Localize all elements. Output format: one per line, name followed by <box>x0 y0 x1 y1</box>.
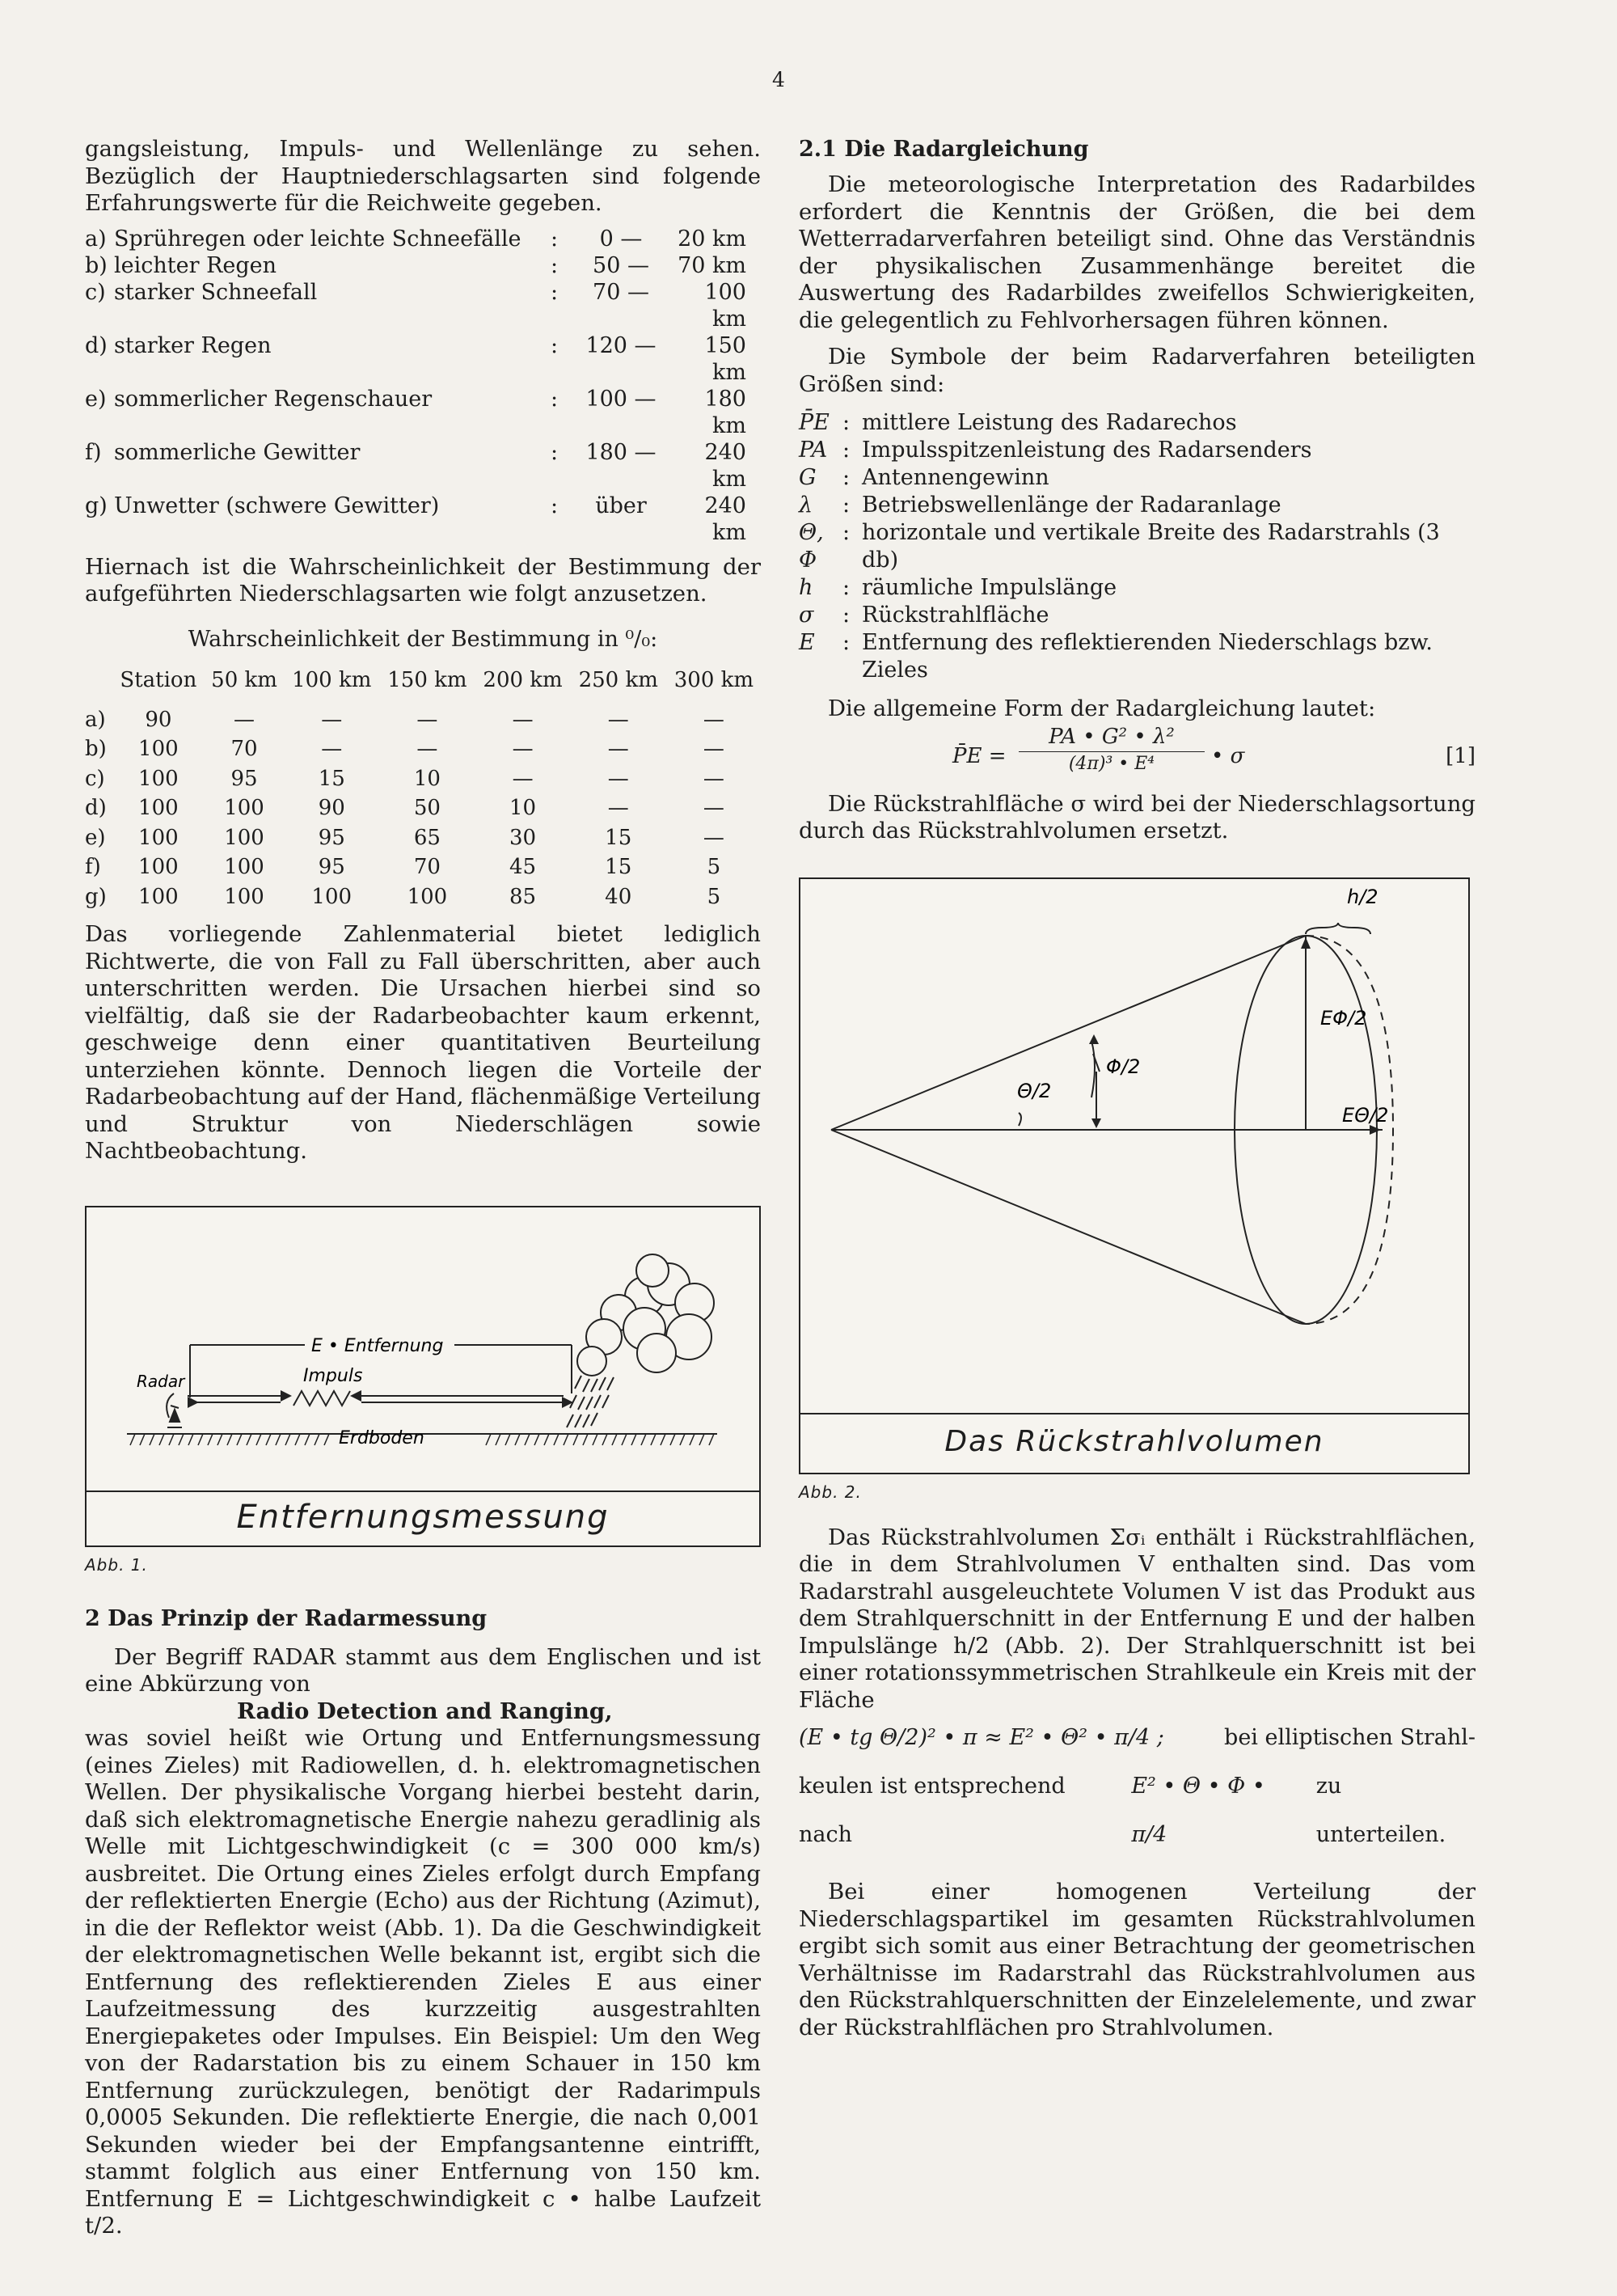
table-cell: 100 <box>224 884 264 909</box>
reach-from: über <box>595 493 647 518</box>
symbol-item <box>799 629 1476 684</box>
table-cell: 85 <box>509 884 537 909</box>
right-column <box>799 136 1476 2041</box>
table-cell: — <box>703 825 724 850</box>
symbol-item <box>799 437 1476 464</box>
symbol-sep: : <box>842 410 851 435</box>
figure-distance-measurement <box>85 1206 761 1547</box>
symbol-sym: λ <box>799 493 813 518</box>
formula-circle-tail: bei elliptischen Strahl- <box>1224 1725 1476 1750</box>
section-2-heading: 2 Das Prinzip der Radarmessung <box>85 1605 488 1631</box>
symbol-item <box>799 464 1476 492</box>
impulse-label: Impuls <box>303 1365 363 1386</box>
equation-numerator: PA • G² • λ² <box>1049 724 1175 749</box>
reach-to: 150 km <box>704 332 746 385</box>
table-cell: 95 <box>318 855 345 880</box>
symbol-desc: Betriebswellenlänge der Radaranlage <box>862 493 1281 518</box>
reach-k: b) <box>85 252 108 278</box>
symbol-sym: h <box>799 575 813 600</box>
table-cell: 100 <box>224 796 264 821</box>
prob-header: 50 km <box>211 667 277 692</box>
symbol-sym: PA <box>799 438 828 463</box>
table-cell: 100 <box>138 884 179 909</box>
page-number: 4 <box>772 68 785 91</box>
table-row <box>78 764 762 794</box>
table-cell: 100 <box>138 796 179 821</box>
table-cell: 100 <box>224 855 264 880</box>
volume-paragraph: Das Rückstrahlvolumen Σσᵢ enthält i Rückstrahlflächen, die in dem Strahlvolumen V enthalten sind. Das vom Radarstrahl ausgeleuchtete Volumen V ist das Produkt aus dem Strahlquerschnitt in der Entfernung E und der halben Impulslänge h/2 (Abb. 2). Der Strahlquerschnitt ist bei einer rotationssymmetrischen Strahlkeule ein Kreis mit der Fläche <box>799 1524 1476 1713</box>
reach-label: starker Schneefall <box>114 279 318 305</box>
reach-k: a) <box>85 226 107 252</box>
table-cell: 100 <box>138 825 179 850</box>
table-cell: g) <box>85 884 107 909</box>
radargleichung-paragraph-2: Die Symbole der beim Radarverfahren beteiligten Größen sind: <box>799 344 1476 397</box>
figure-2-caption: Das Rückstrahlvolumen <box>800 1413 1468 1471</box>
rain-icon <box>567 1376 614 1427</box>
table-cell: 65 <box>413 825 441 850</box>
symbol-sym: G <box>799 465 817 490</box>
reach-k: e) <box>85 386 107 412</box>
symbol-desc: mittlere Leistung des Radarechos <box>862 410 1237 435</box>
table-cell: 15 <box>318 766 345 791</box>
table-cell: — <box>703 766 724 791</box>
table-cell: 5 <box>707 855 721 880</box>
figure-1-drawing <box>87 1207 759 1490</box>
symbol-sep: : <box>842 438 851 463</box>
symbol-item <box>799 519 1476 574</box>
probability-table-title: Wahrscheinlichkeit der Bestimmung in ⁰/₀: <box>188 626 658 652</box>
symbol-item <box>799 409 1476 437</box>
cloud-icon <box>577 1254 714 1376</box>
ground-label: Erdboden <box>339 1427 424 1448</box>
table-cell: f) <box>85 855 101 880</box>
prob-header: 150 km <box>387 667 467 692</box>
table-cell: — <box>703 796 724 821</box>
table-cell: e) <box>85 825 106 850</box>
table-cell: 100 <box>138 737 179 762</box>
reach-sep: : <box>551 252 559 278</box>
reach-to: 100 km <box>704 279 746 332</box>
table-cell: — <box>234 707 255 732</box>
reach-sep: : <box>551 332 559 358</box>
reach-item <box>85 386 761 439</box>
formula-circle <box>799 1714 1476 1762</box>
reach-label: leichter Regen <box>114 252 277 278</box>
table-cell: 10 <box>413 766 441 791</box>
reach-item <box>85 493 761 546</box>
formula-ellipse-pre: keulen ist entsprechend nach <box>799 1774 1066 1847</box>
table-cell: 40 <box>605 884 632 909</box>
symbol-sym: E <box>799 630 815 655</box>
reach-from: 50 — <box>593 252 649 278</box>
equation-number: [1] <box>1446 743 1476 768</box>
after-reach-paragraph: Hiernach ist die Wahrscheinlichkeit der Bestimmung der aufgeführten Niederschlagsarten wie folgt anzusetzen. <box>85 553 761 607</box>
table-cell: — <box>416 737 438 762</box>
table-cell: 95 <box>318 825 345 850</box>
section-2-paragraph-b: was soviel heißt wie Ortung und Entfernungsmessung (eines Zieles) mit Radiowellen, d. h. elektromagnetischen Wellen. Der physikalische Vorgang hierbei besteht darin, daß sich elektromagnetische Energie nahezu geradlinig als Welle mit Lichtgeschwindigkeit (c = 300 000 km/s) ausbreitet. Die Ortung eines Zieles erfolgt durch Empfang der reflektierten Energie (Echo) aus der Richtung (Azimut), in die der Reflektor weist (Abb. 1). Da die Geschwindigkeit der elektromagnetischen Welle bekannt ist, ergibt sich die Entfernung des reflektierenden Zieles E aus einer Laufzeitmessung des kurzzeitig ausgestrahlten Energiepaketes oder Impulses. Ein Beispiel: Um den Weg von der Radarstation bis zu einem Schauer in 150 km Entfernung zurückzulegen, benötigt der Radarimpuls 0,0005 Sekunden. Die reflektierte Energie, die nach 0,001 Sekunden wieder bei der Empfangsantenne eintrifft, stammt folglich aus einer Entfernung von 150 km. Entfernung E = Lichtgeschwindigkeit c • halbe Laufzeit t/2. <box>85 1725 761 2239</box>
table-cell: — <box>512 707 534 732</box>
table-cell: — <box>607 707 629 732</box>
reach-label: Sprühregen oder leichte Schneefälle <box>114 226 521 252</box>
table-cell: 100 <box>407 884 448 909</box>
reach-k: d) <box>85 332 108 358</box>
reach-sep: : <box>551 226 559 252</box>
probability-table <box>78 666 762 912</box>
homogeneous-paragraph: Bei einer homogenen Verteilung der Niederschlagspartikel im gesamten Rückstrahlvolumen ergibt sich somit aus einer Betrachtung der geometrischen Verhältnisse im Radarstrahl das Rückstrahlvolumen aus den Rückstrahlquerschnitten der Einzelelemente, und zwar der Rückstrahlflächen pro Strahlvolumen. <box>799 1879 1476 2040</box>
prob-header: 200 km <box>483 667 563 692</box>
richtwerte-paragraph: Das vorliegende Zahlenmaterial bietet lediglich Richtwerte, die von Fall zu Fall überschritten, aber auch unterschritten werden. Die Ursachen hierbei sind so vielfältig, daß sie der Radarbeobachter kaum erkennt, geschweige denn einer quantitativen Beurteilung unterziehen könnte. Dennoch liegen die Vorteile der Radarbeobachtung auf der Hand, flächenmäßige Verteilung und Struktur von Niederschlägen sowie Nachtbeobachtung. <box>85 921 761 1164</box>
symbol-item <box>799 602 1476 629</box>
table-cell: 70 <box>230 737 258 762</box>
symbol-sep: : <box>842 603 851 628</box>
table-cell: d) <box>85 796 107 821</box>
reach-label: Unwetter (schwere Gewitter) <box>114 493 440 518</box>
reach-from: 100 — <box>585 386 657 412</box>
reach-to: 240 km <box>704 493 746 545</box>
table-cell: c) <box>85 766 105 791</box>
table-cell: — <box>703 707 724 732</box>
reach-item <box>85 226 761 252</box>
reach-from: 0 — <box>599 226 643 252</box>
symbol-item <box>799 574 1476 602</box>
reach-item <box>85 439 761 493</box>
equation-tail: • σ <box>1211 743 1245 768</box>
figure-1-caption: Entfernungsmessung <box>87 1490 759 1544</box>
label-phi-half: Φ/2 <box>1106 1055 1141 1078</box>
reach-item <box>85 252 761 279</box>
radargleichung-paragraph-1: Die meteorologische Interpretation des Radarbildes erfordert die Kenntnis der Größen, die bei dem Wetterradarverfahren beteiligt sind. Ohne das Verständnis der physikalischen Zusammenhänge bereitet die Auswertung des Radarbildes zweifellos Schwierigkeiten, die gelegentlich zu Fehlvorhersagen führen können. <box>799 171 1476 333</box>
figure-2-drawing <box>800 879 1468 1413</box>
reach-item <box>85 279 761 332</box>
symbol-sep: : <box>842 465 851 490</box>
reach-from: 70 — <box>593 279 649 305</box>
table-cell: 100 <box>138 766 179 791</box>
intro-paragraph: gangsleistung, Impuls- und Wellenlänge zu sehen. Bezüglich der Hauptniederschlagsarten sind folgende Erfahrungswerte für die Reichweite gegeben. <box>85 136 761 216</box>
reach-to: 20 km <box>678 226 746 252</box>
reach-label: sommerliche Gewitter <box>114 439 361 465</box>
table-cell: 5 <box>707 884 721 909</box>
table-row <box>78 705 762 735</box>
reach-label: starker Regen <box>114 332 272 358</box>
table-row <box>78 852 762 882</box>
table-cell: — <box>607 737 629 762</box>
table-cell: a) <box>85 707 106 732</box>
figure-1-number: Abb. 1. <box>85 1554 148 1575</box>
symbol-desc: Rückstrahlfläche <box>862 603 1049 628</box>
reach-from: 180 — <box>585 439 657 465</box>
symbol-desc: Impulsspitzenleistung des Radarsenders <box>862 438 1312 463</box>
symbol-desc: räumliche Impulslänge <box>862 575 1117 600</box>
table-cell: — <box>703 737 724 762</box>
table-cell: — <box>512 737 534 762</box>
table-row <box>78 734 762 764</box>
table-cell: b) <box>85 737 107 762</box>
section-2-paragraph-a: Der Begriff RADAR stammt aus dem Englischen und ist eine Abkürzung von <box>85 1643 761 1697</box>
reach-item <box>85 332 761 386</box>
distance-label: E • Entfernung <box>311 1335 444 1356</box>
label-h-half: h/2 <box>1347 885 1378 908</box>
table-cell: — <box>416 707 438 732</box>
reach-label: sommerlicher Regenschauer <box>114 386 433 412</box>
reach-k: c) <box>85 279 106 305</box>
reach-to: 180 km <box>704 386 746 438</box>
table-cell: 10 <box>509 796 537 821</box>
table-row <box>78 823 762 853</box>
table-cell: 90 <box>318 796 345 821</box>
impulse-wave <box>293 1391 350 1406</box>
prob-header: Station <box>120 667 197 692</box>
symbol-sep: : <box>842 630 851 655</box>
formula-ellipse-tail: zu unterteilen. <box>1315 1774 1446 1847</box>
equation-denominator: (4π)³ • E⁴ <box>1068 753 1155 774</box>
label-e-theta-half: EΘ/2 <box>1342 1103 1389 1127</box>
table-cell: 95 <box>230 766 258 791</box>
table-cell: 100 <box>138 855 179 880</box>
table-cell: 100 <box>311 884 353 909</box>
radar-equation <box>799 723 1476 780</box>
symbol-sym: P̄E <box>799 410 830 435</box>
figure-2-number: Abb. 2. <box>799 1482 862 1502</box>
symbol-desc: Antennengewinn <box>862 465 1049 490</box>
reach-to: 70 km <box>678 252 746 278</box>
radar-acronym: Radio Detection and Ranging, <box>237 1698 613 1724</box>
table-row <box>78 793 762 823</box>
table-cell: 100 <box>224 825 264 850</box>
radar-label: Radar <box>137 1371 185 1391</box>
table-cell: — <box>321 737 343 762</box>
symbol-item <box>799 492 1476 519</box>
radargleichung-paragraph-4: Die Rückstrahlfläche σ wird bei der Niederschlagsortung durch das Rückstrahlvolumen ersetzt. <box>799 790 1476 844</box>
reach-sep: : <box>551 279 559 305</box>
radar-antenna-icon <box>167 1393 182 1427</box>
figure-backscatter-volume <box>799 877 1470 1474</box>
reach-k: f) <box>85 439 102 465</box>
prob-header: 100 km <box>292 667 372 692</box>
reach-sep: : <box>551 439 559 465</box>
table-cell: 15 <box>605 855 632 880</box>
table-cell: 15 <box>605 825 632 850</box>
table-cell: 70 <box>413 855 441 880</box>
table-cell: 90 <box>145 707 172 732</box>
formula-ellipse-expression: E² • Θ • Φ • π/4 <box>1131 1774 1265 1847</box>
formula-ellipse <box>799 1762 1476 1859</box>
prob-header-key <box>78 666 112 705</box>
symbol-sep: : <box>842 493 851 518</box>
symbol-sym: Θ, Φ <box>799 520 824 573</box>
symbol-desc: horizontale und vertikale Breite des Radarstrahls (3 db) <box>862 520 1440 573</box>
table-cell: — <box>512 766 534 791</box>
label-e-phi-half: EΦ/2 <box>1320 1006 1367 1030</box>
symbol-desc: Entfernung des reflektierenden Niederschlags bzw. Zieles <box>862 630 1433 683</box>
table-cell: — <box>607 796 629 821</box>
prob-header: 300 km <box>673 667 754 692</box>
table-cell: — <box>321 707 343 732</box>
left-column <box>85 136 761 2240</box>
reach-k: g) <box>85 493 108 518</box>
reach-from: 120 — <box>585 332 657 358</box>
symbol-sep: : <box>842 520 851 545</box>
table-cell: 30 <box>509 825 537 850</box>
table-cell: — <box>607 766 629 791</box>
reach-sep: : <box>551 493 559 518</box>
section-2-1-heading: 2.1 Die Radargleichung <box>799 137 1089 162</box>
symbol-list <box>799 409 1476 684</box>
prob-header: 250 km <box>578 667 658 692</box>
reach-sep: : <box>551 386 559 412</box>
table-row <box>78 882 762 912</box>
table-cell: 45 <box>509 855 537 880</box>
formula-circle-expression: (E • tg Θ/2)² • π ≈ E² • Θ² • π/4 ; <box>799 1725 1164 1750</box>
reach-list <box>85 226 761 546</box>
symbol-sep: : <box>842 575 851 600</box>
table-cell: 50 <box>413 796 441 821</box>
label-theta-half: Θ/2 <box>1017 1079 1052 1102</box>
radargleichung-paragraph-3: Die allgemeine Form der Radargleichung lautet: <box>828 696 1376 721</box>
equation-lhs: P̄E = <box>952 743 1007 768</box>
symbol-sym: σ <box>799 603 814 628</box>
reach-to: 240 km <box>704 439 746 492</box>
